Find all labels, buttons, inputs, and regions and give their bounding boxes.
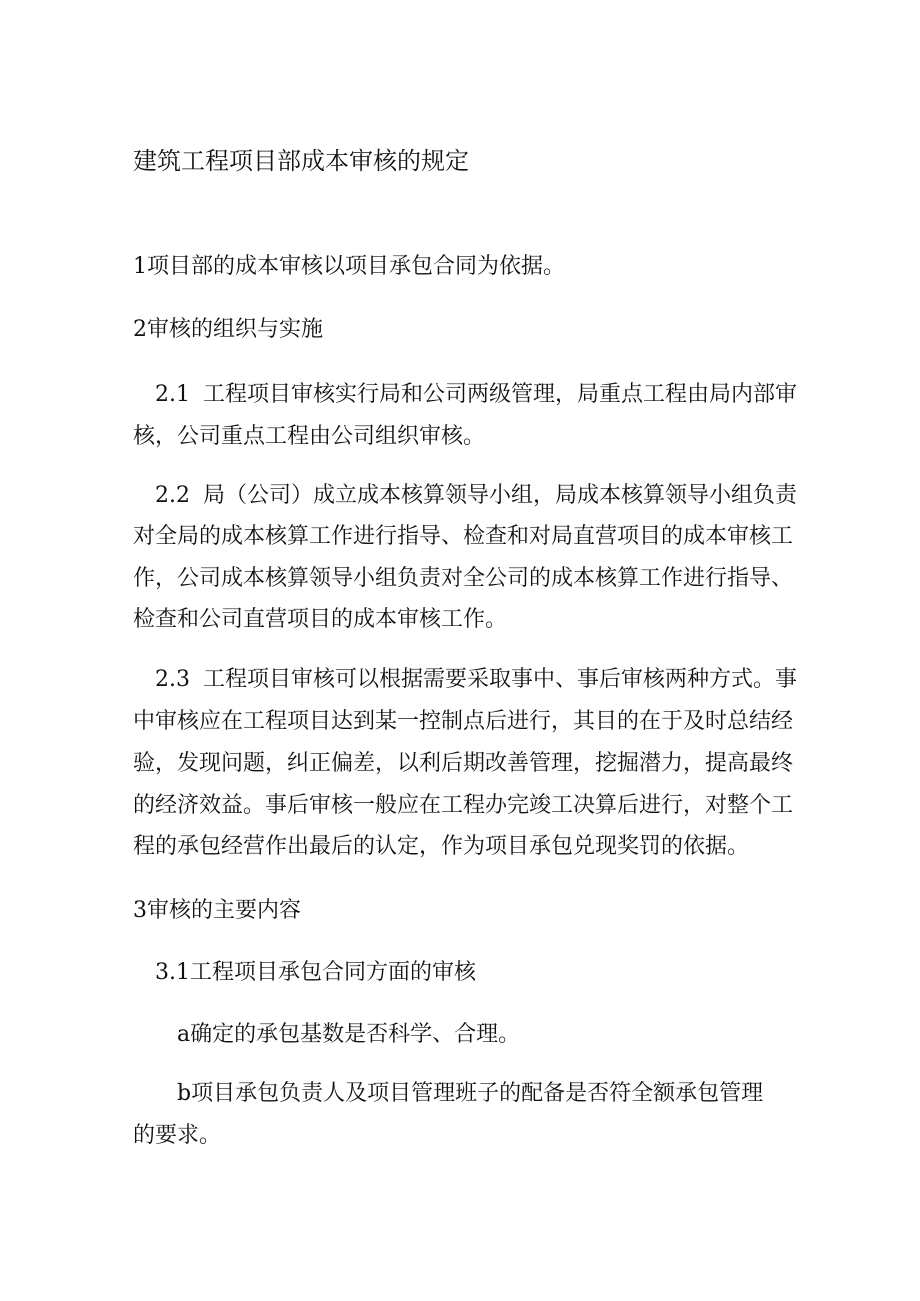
clause-2-3-line-1 [155, 665, 797, 695]
clause-text: 工程项目审核实行局和公司两级管理，局重点工程由局内部审 [203, 382, 798, 407]
clause-2-1-line-1 [155, 380, 797, 410]
section-heading-3: 3审核的主要内容 [133, 898, 301, 923]
clause-2-3-line-5: 程的承包经营作出最后的认定，作为项目承包兑现奖罚的依据。 [133, 834, 750, 859]
clause-2-2-line-4: 检查和公司直营项目的成本审核工作。 [133, 607, 508, 632]
clause-2-1-line-2: 核，公司重点工程由公司组织审核。 [133, 424, 486, 449]
clause-2-2-line-1 [155, 481, 797, 511]
clause-2-3-line-3: 验，发现问题，纠正偏差，以利后期改善管理，挖掘潜力，提高最终 [133, 751, 794, 776]
clause-number: 2.1 [155, 382, 190, 407]
clause-2-2-line-3: 作，公司成本核算领导小组负责对全公司的成本核算工作进行指导、 [133, 566, 794, 591]
item-b-line-2: 的要求。 [133, 1123, 222, 1148]
clause-2-2-line-2: 对全局的成本核算工作进行指导、检查和对局直营项目的成本审核工 [133, 524, 794, 549]
item-b-line-1: b项目承包负责人及项目管理班子的配备是否符全额承包管理 [177, 1081, 764, 1106]
clause-text: 工程项目审核可以根据需要采取事中、事后审核两种方式。事 [203, 667, 798, 692]
document-title: 建筑工程项目部成本审核的规定 [133, 147, 469, 175]
clause-text: 局（公司）成立成本核算领导小组，局成本核算领导小组负责 [203, 483, 798, 508]
item-a: a确定的承包基数是否科学、合理。 [177, 1022, 521, 1047]
clause-2-3-line-4: 的经济效益。事后审核一般应在工程办完竣工决算后进行，对整个工 [133, 793, 794, 818]
clause-2-3-line-2: 中审核应在工程项目达到某一控制点后进行，其目的在于及时总结经 [133, 709, 794, 734]
paragraph-1: 1项目部的成本审核以项目承包合同为依据。 [133, 254, 565, 279]
section-heading-3-1: 3.1工程项目承包合同方面的审核 [155, 960, 476, 985]
clause-number: 2.2 [155, 483, 190, 508]
clause-number: 2.3 [155, 667, 190, 692]
section-heading-2: 2审核的组织与实施 [133, 317, 323, 342]
